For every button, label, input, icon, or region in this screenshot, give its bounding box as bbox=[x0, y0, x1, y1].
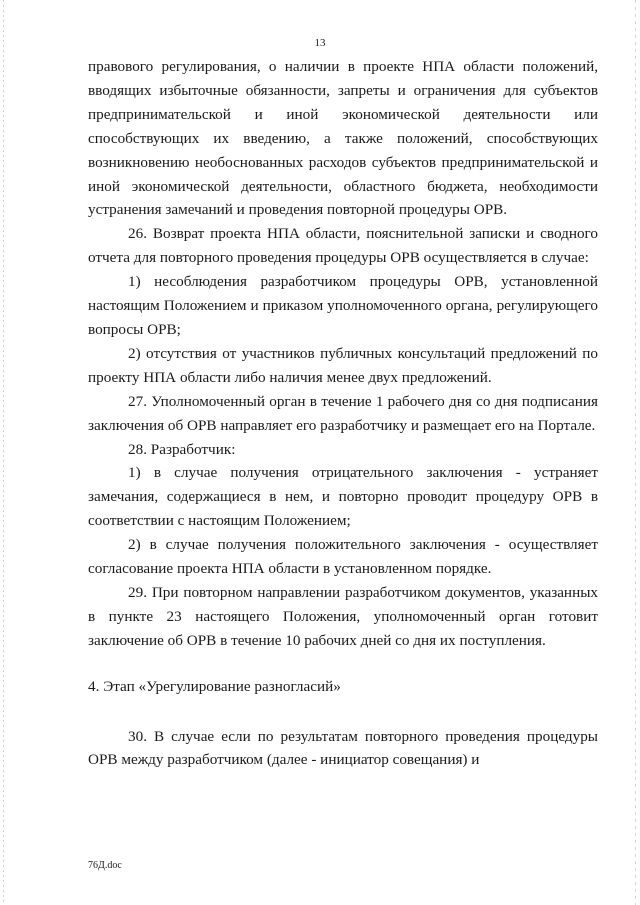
paragraph-subitem-26-1: 1) несоблюдения разработчиком процедуры ОРВ, установленной настоящим Положением и приказом уполномоченного органа, регулирующего вопросы ОРВ; bbox=[88, 273, 598, 338]
paragraph-item-28: 28. Разработчик: bbox=[128, 440, 236, 458]
scan-edge-right bbox=[635, 0, 636, 905]
paragraph-subitem-28-1: 1) в случае получения отрицательного заключения - устраняет замечания, содержащиеся в нем, и повторно проводит процедуру ОРВ в соответствии с настоящим Положением; bbox=[88, 464, 598, 530]
document-body bbox=[88, 55, 598, 772]
paragraph-item-30: 30. В случае если по результатам повторного проведения процедуры ОРВ между разработчиком (далее - инициатор совещания) и bbox=[88, 727, 598, 769]
paragraph-item-26: 26. Возврат проекта НПА области, пояснительной записки и сводного отчета для повторного проведения процедуры ОРВ осуществляется в случае: bbox=[88, 225, 598, 267]
paragraph-continuation: правового регулирования, о наличии в проекте НПА области положений, вводящих избыточные обязанности, запреты и ограничения для субъектов предпринимательской и иной экономической деятельности или способствующих их введению, а также положений, способствующих возникновению необоснованных расходов субъектов предпринимательской и иной экономической деятельности, областного бюджета, необходимости устранения замечаний и проведения повторной процедуры ОРВ. bbox=[88, 58, 598, 219]
paragraph-item-29: 29. При повторном направлении разработчиком документов, указанных в пункте 23 настоящего Положения, уполномоченный орган готовит заключение об ОРВ в течение 10 рабочих дней со дня их поступления. bbox=[88, 583, 598, 649]
page-number: 13 bbox=[314, 37, 326, 49]
footer-filename: 76Д.doc bbox=[88, 860, 122, 871]
paragraph-subitem-28-2: 2) в случае получения положительного заключения - осуществляет согласование проекта НПА области в установленном порядке. bbox=[88, 536, 598, 578]
paragraph-subitem-26-2: 2) отсутствия от участников публичных консультаций предложений по проекту НПА области либо наличия менее двух предложений. bbox=[88, 344, 598, 386]
paragraph-item-27: 27. Уполномоченный орган в течение 1 рабочего дня со дня подписания заключения об ОРВ направляет его разработчику и размещает его на Портале. bbox=[88, 392, 598, 434]
section-heading: 4. Этап «Урегулирование разногласий» bbox=[88, 677, 341, 695]
scan-edge-left bbox=[3, 0, 4, 905]
